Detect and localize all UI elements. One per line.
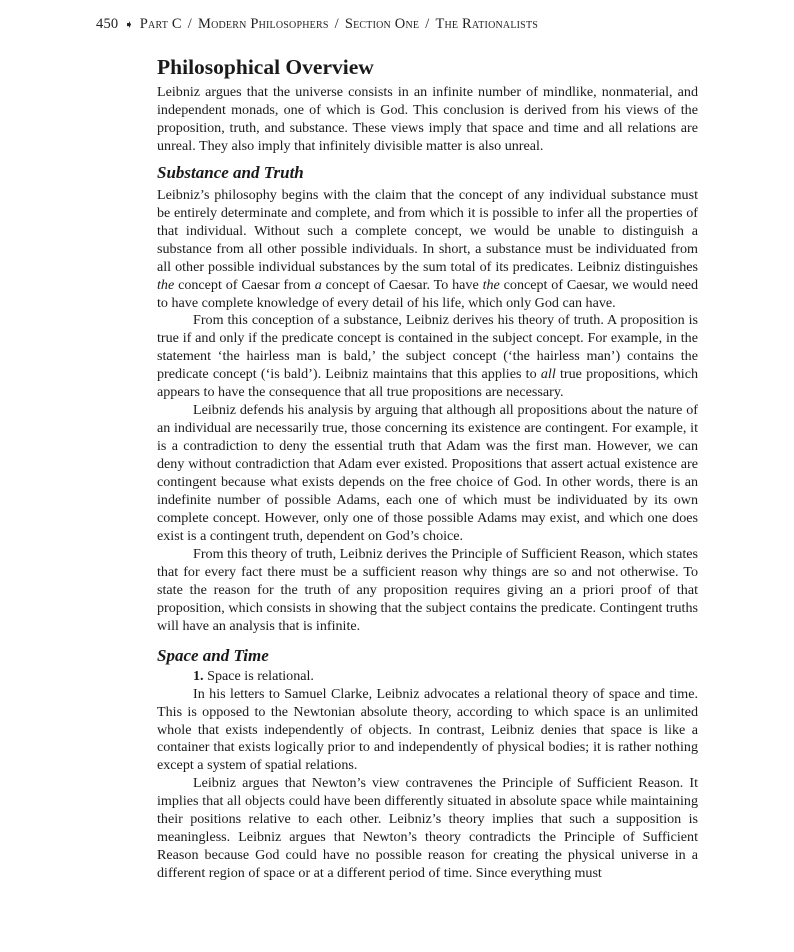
header-part: Part C [139,16,182,32]
substance-paragraph-2: From this conception of a substance, Leibniz derives his theory of truth. A proposition is true if and only if the predicate concept is contained in the subject concept. For example, in the statement ‘the hairless man is bald,’ the subject concept (‘the hairless man’) contains the predicate concept (‘is bald’). Leibniz maintains that this applies to all true propositions, which appears to have the consequence that all true propositions are necessary. [157,312,698,401]
item-text: Space is relational. [207,667,314,684]
header-book-section: Modern Philosophers [197,16,329,32]
page-body [157,54,698,883]
running-header [96,16,538,33]
header-chapter: The Rationalists [435,16,539,32]
page-title: Philosophical Overview [157,55,374,79]
numbered-item [157,668,698,686]
substance-paragraph-3: Leibniz defends his analysis by arguing that although all propositions about the nature of an individual are necessarily true, those concerning its existence are contingent. For example, it is a contradiction to deny the essential truth that Adam was the first man. However, we can deny without contradiction that Adam ever existed. Propositions that assert actual existence are contingent because what exists depends on the free choice of God. In other words, there is an indefinite number of possible Adams, each one of which must be individuated by its own complete concept. However, only one of those possible Adams may exist, and which one does exist is a contingent truth, dependent on God’s choice. [157,402,698,544]
page-number: 450 [96,16,119,32]
header-section: Section One [344,16,420,32]
section-heading-substance-truth: Substance and Truth [157,162,304,182]
substance-paragraph-1: Leibniz’s philosophy begins with the claim that the concept of any individual substance must be entirely determinate and complete, and from which it is possible to infer all the properties of that individual. Without such a complete concept, we would be unable to distinguish a substance from all other possible individuals. In short, a substance must be individuated from all other possible individual substances by the sum total of its predicates. Leibniz distinguishes the concept of Caesar from a concept of Caesar. To have the concept of Caesar, we would need to have complete knowledge of every detail of his life, which only God can have. [157,186,699,311]
substance-paragraph-4: From this theory of truth, Leibniz derives the Principle of Sufficient Reason, which states that for every fact there must be a sufficient reason why things are so and not otherwise. To state the reason for the truth of any proposition requires giving an a priori proof of that proposition, which consists in showing that the subject contains the predicate. Contingent truths will have an analysis that is infinite. [157,545,698,634]
space-paragraph-2: Leibniz argues that Newton’s view contravenes the Principle of Sufficient Reason. It implies that all objects could have been differently situated in absolute space while maintaining their positions relative to each other. Leibniz’s theory implies that such a supposition is meaningless. Leibniz argues that Newton’s theory contradicts the Principle of Sufficient Reason because God could have no possible reason for creating the physical universe in a different region of space or at a different period of time. Since everything must [157,775,698,882]
overview-paragraph: Leibniz argues that the universe consists in an infinite number of mindlike, nonmaterial, and independent monads, one of which is God. This conclusion is derived from his views of the proposition, truth, and substance. These views imply that space and time and all relations are unreal. They also imply that infinitely divisible matter is also unreal. [157,84,698,154]
arrow-icon: ➧ [124,19,134,31]
item-number: 1. [193,667,204,684]
header-separator: / [425,16,430,32]
section-heading-space-time: Space and Time [157,645,269,665]
header-separator: / [187,16,192,32]
header-separator: / [334,16,339,32]
space-paragraph-1: In his letters to Samuel Clarke, Leibniz advocates a relational theory of space and time. This is opposed to the Newtonian absolute theory, according to which space is an unlimited whole that exists independently of objects. In contrast, Leibniz denies that space is like a container that exists logically prior to and independently of physical bodies; it is rather nothing except a system of spatial relations. [157,685,698,774]
